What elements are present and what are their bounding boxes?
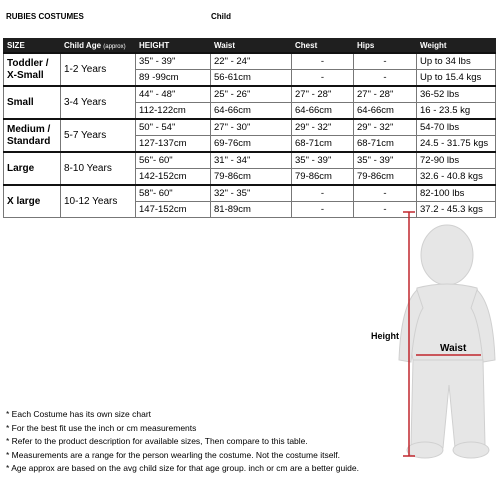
size-name-cell: Large (4, 152, 61, 185)
weight-cell: Up to 15.4 kgs (417, 70, 496, 87)
size-name-cell: Medium / Standard (4, 119, 61, 152)
height-cell: 127-137cm (136, 136, 211, 153)
age-cell: 10-12 Years (61, 185, 136, 218)
hips-cell: 68-71cm (354, 136, 417, 153)
table-row (4, 185, 496, 202)
category-title: Child (211, 12, 231, 21)
table-row (4, 119, 496, 136)
hips-cell: 64-66cm (354, 103, 417, 120)
height-cell: 112-122cm (136, 103, 211, 120)
figure-right-foot (453, 442, 489, 458)
weight-cell: Up to 34 lbs (417, 53, 496, 70)
figure-head (421, 225, 473, 285)
hips-cell: 29" - 32" (354, 119, 417, 136)
chest-cell: 27" - 28" (292, 86, 354, 103)
note-item: * For the best fit use the inch or cm measurements (6, 422, 197, 433)
waist-cell: 79-86cm (211, 169, 292, 186)
hips-cell: - (354, 70, 417, 87)
waist-cell: 32" - 35" (211, 185, 292, 202)
height-cell: 50" - 54" (136, 119, 211, 136)
waist-cell: 69-76cm (211, 136, 292, 153)
chest-cell: 68-71cm (292, 136, 354, 153)
waist-cell: 64-66cm (211, 103, 292, 120)
hips-cell: 35" - 39" (354, 152, 417, 169)
height-cell: 142-152cm (136, 169, 211, 186)
note-item: * Refer to the product description for available sizes, Then compare to this table. (6, 436, 308, 446)
height-cell: 147-152cm (136, 202, 211, 218)
chest-cell: 79-86cm (292, 169, 354, 186)
waist-cell: 25" - 26" (211, 86, 292, 103)
weight-cell: 16 - 23.5 kg (417, 103, 496, 120)
age-cell: 1-2 Years (61, 53, 136, 86)
size-name-cell: X large (4, 185, 61, 218)
chest-cell: - (292, 202, 354, 218)
chest-cell: - (292, 53, 354, 70)
size-name-cell: Toddler / X-Small (4, 53, 61, 86)
col-header-size: SIZE (4, 39, 61, 54)
waist-cell: 22" - 24" (211, 53, 292, 70)
weight-cell: 37.2 - 45.3 kgs (417, 202, 496, 218)
height-cell: 44" - 48" (136, 86, 211, 103)
size-name-cell: Small (4, 86, 61, 119)
note-item: * Each Costume has its own size chart (6, 409, 152, 419)
chest-cell: - (292, 70, 354, 87)
waist-cell: 56-61cm (211, 70, 292, 87)
col-header-waist: Waist (211, 39, 292, 54)
weight-cell: 24.5 - 31.75 kgs (417, 136, 496, 153)
note-item: * Age approx are based on the avg child size for that age group. inch or cm are a better guide. (6, 463, 359, 473)
figure-legs (411, 360, 485, 448)
weight-cell: 72-90 lbs (417, 152, 496, 169)
notes-list (6, 408, 359, 476)
waist-label: Waist (440, 343, 467, 354)
height-cell: 89 -99cm (136, 70, 211, 87)
waist-cell: 81-89cm (211, 202, 292, 218)
height-cell: 58"- 60" (136, 185, 211, 202)
hips-cell: - (354, 185, 417, 202)
weight-cell: 82-100 lbs (417, 185, 496, 202)
table-row (4, 86, 496, 103)
table-row (4, 152, 496, 169)
col-header-chest: Chest (292, 39, 354, 54)
chest-cell: 35" - 39" (292, 152, 354, 169)
size-chart-table (3, 38, 496, 218)
age-cell: 5-7 Years (61, 119, 136, 152)
col-header-age: Child Age (approx) (61, 39, 136, 54)
hips-cell: 79-86cm (354, 169, 417, 186)
height-cell: 35" - 39" (136, 53, 211, 70)
hips-cell: - (354, 53, 417, 70)
note-item: * Measurements are a range for the person wearling the costume. Not the costume itself. (6, 449, 341, 460)
brand-title: RUBIES COSTUMES (6, 12, 84, 21)
weight-cell: 32.6 - 40.8 kgs (417, 169, 496, 186)
height-label: Height (371, 331, 399, 341)
weight-cell: 54-70 lbs (417, 119, 496, 136)
table-header-row (4, 39, 496, 54)
age-cell: 3-4 Years (61, 86, 136, 119)
chest-cell: 29" - 32" (292, 119, 354, 136)
weight-cell: 36-52 lbs (417, 86, 496, 103)
col-header-weight: Weight (417, 39, 496, 54)
hips-cell: - (354, 202, 417, 218)
height-cell: 56"- 60" (136, 152, 211, 169)
child-figure-illustration (395, 210, 500, 500)
age-cell: 8-10 Years (61, 152, 136, 185)
waist-cell: 31" - 34" (211, 152, 292, 169)
col-header-height: HEIGHT (136, 39, 211, 54)
chest-cell: 64-66cm (292, 103, 354, 120)
chest-cell: - (292, 185, 354, 202)
table-row (4, 53, 496, 70)
waist-cell: 27" - 30" (211, 119, 292, 136)
hips-cell: 27" - 28" (354, 86, 417, 103)
col-header-hips: Hips (354, 39, 417, 54)
